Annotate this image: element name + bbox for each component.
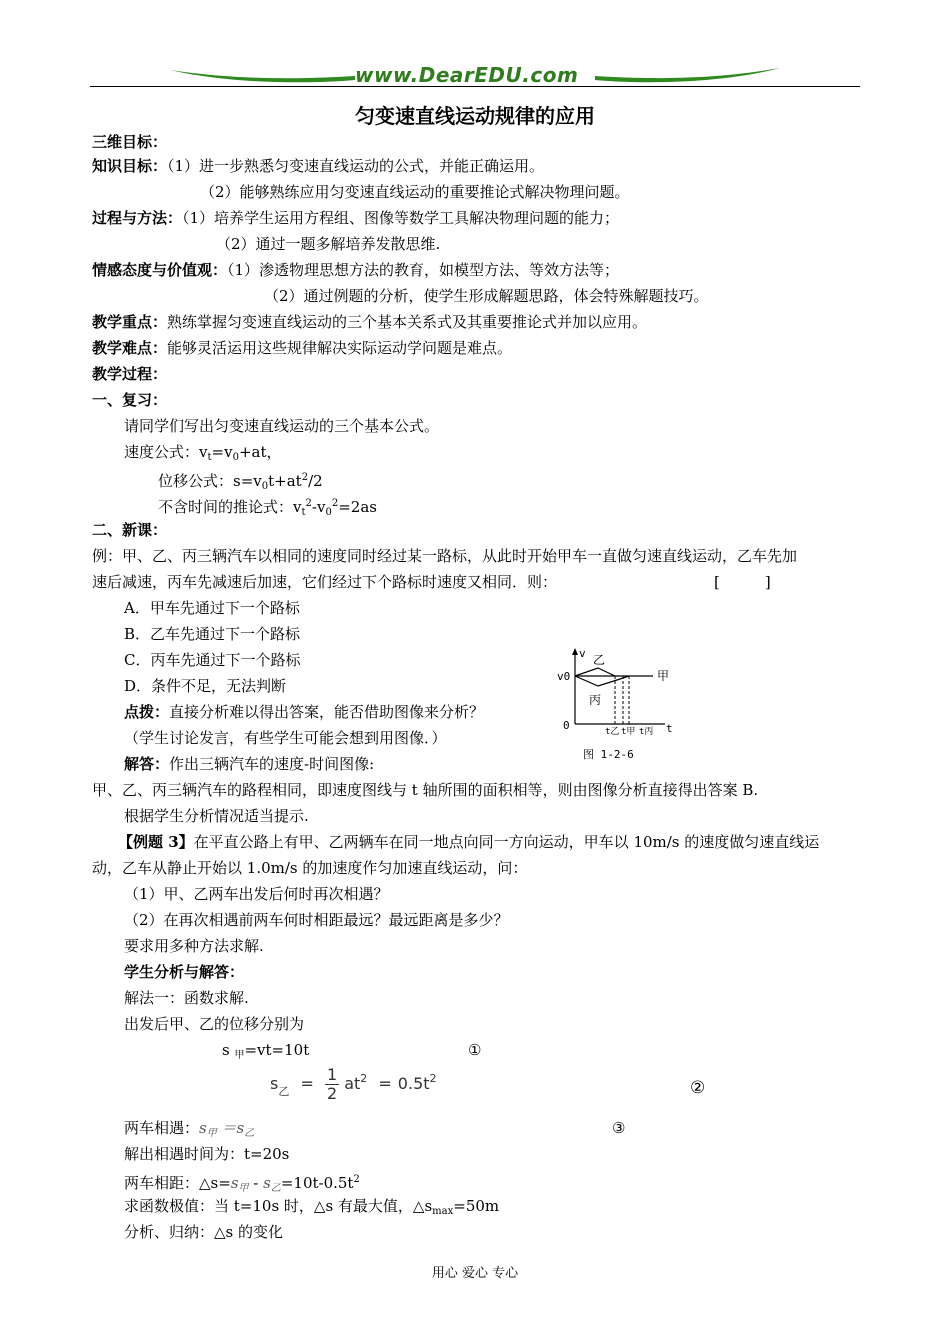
equation-2: $s_乙$ = $\frac{1}{2}$ $at^2 = 0.5t^2$ [270,1065,437,1103]
example3-tag: 【例题 3】 [118,833,194,851]
equation-1-text: =vt=10t [244,1041,310,1059]
v-axis-arrow [572,648,578,655]
guide-text: 根据学生分析情况适当提示. [124,807,309,825]
extreme-text-b: =50m [453,1197,500,1215]
equation-3-number: ③ [612,1119,626,1137]
emotion-label: 情感态度与价值观： [92,261,228,279]
process-heading: 教学过程： [92,365,168,383]
header-rule [90,86,860,87]
option-d: D．条件不足，无法判断 [124,677,287,695]
displacement-intro: 出发后甲、乙的位移分别为 [124,1015,305,1033]
meet-label: 两车相遇： [124,1119,200,1137]
new-lesson-heading: 二、新课： [92,521,168,539]
focus-line [92,312,647,332]
site-url: www.DearEDU.com [355,63,579,87]
yi-label: 乙 [593,653,606,667]
t-bing-label: t丙 [639,727,654,737]
displacement-formula: 位移公式：$s=v_0t+at^2/2$ [158,472,323,492]
meet-time: 解出相遇时间为：t=20s [124,1145,290,1163]
bing-line [575,676,629,686]
question-1: （1）甲、乙两车出发后何时再次相遇？ [124,885,389,903]
answer-label: 解答： [124,755,170,773]
difficulty-label: 教学难点： [92,339,168,357]
extreme-text-a: 求函数极值：当 t=10s 时，△s 有最大值，△s [124,1197,433,1215]
hint-text: 直接分析难以得出答案，能否借助图像来分析？ [169,703,485,721]
equation-2-number: ② [690,1078,706,1098]
extreme-sub: max [432,1206,454,1217]
hint-label: 点拨： [124,703,170,721]
page-title: 匀变速直线运动规律的应用 [355,104,595,128]
focus-label: 教学重点： [92,313,168,331]
difficulty-line [92,338,512,358]
example3-line-2: 动，乙车从静止开始以 1.0m/s 的加速度作匀加速直线运动，问： [92,859,528,877]
jia-label: 甲 [657,669,670,683]
emotion-text-2: （2）通过例题的分析，使学生形成解题思路，体会特殊解题技巧。 [264,287,709,305]
knowledge-label: 知识目标： [92,157,168,175]
process-text-1: （1）培养学生运用方程组、图像等数学工具解决物理问题的能力； [182,209,620,227]
derived-label: 不含时间的推论式： [158,498,294,516]
distance-label: 两车相距：△s= [124,1174,231,1192]
discussion-text: （学生讨论发言，有些学生可能会想到用图像．） [124,729,447,747]
process-line-1 [92,208,619,228]
emotion-line-1 [92,260,619,280]
summary-text: 分析、归纳：△s 的变化 [124,1223,284,1241]
velocity-time-graph [553,646,683,768]
velocity-label: 速度公式： [124,443,200,461]
equation-1: s $_甲$=vt=10t [222,1041,310,1061]
objectives-heading: 三维目标： [92,133,168,151]
example-line-1: 例：甲、乙、丙三辆汽车以相同的速度同时经过某一路标，从此时开始甲车一直做匀速直线运动，乙车先加 [92,547,798,565]
v-axis-label: v [579,647,586,660]
review-prompt: 请同学们写出匀变速直线运动的三个基本公式。 [124,417,440,435]
t-jia-label: t甲 [621,727,636,737]
distance-tail: =10t-0.5t [280,1174,354,1192]
extreme-line [124,1196,499,1222]
option-c: C．丙车先通过下一个路标 [124,651,301,669]
review-heading: 一、复习： [92,391,168,409]
graph-caption: 图 1-2-6 [583,748,634,761]
example3-line-1 [118,832,819,852]
difficulty-text: 能够灵活运用这些规律解决实际运动学问题是难点。 [167,339,513,357]
process-label: 过程与方法： [92,209,183,227]
meet-line: 两车相遇：$s_甲 =s_乙$ [124,1119,255,1139]
derived-formula: 不含时间的推论式：$v_t^2-v_0^2=2as$ [158,498,377,518]
question-2: （2）在再次相遇前两车何时相距最远？最远距离是多少？ [124,911,509,929]
hint-line [124,702,484,722]
velocity-formula: 速度公式：$v_t=v_0+at$， [124,443,282,463]
option-a: A．甲车先通过下一个路标 [124,599,300,617]
method-1: 解法一：函数求解. [124,989,249,1007]
knowledge-text-2: （2）能够熟练应用匀变速直线运动的重要推论式解决物理问题。 [200,183,630,201]
answer-bracket: [ ] [714,573,771,591]
analysis-heading: 学生分析与解答： [124,963,245,981]
example-line-2: 速后减速，丙车先减速后加速，它们经过下个路标时速度又相同．则： [92,573,558,591]
process-text-2: （2）通过一题多解培养发散思维. [216,235,441,253]
t-yi-label: t乙 [605,727,620,737]
footer-text: 用心 爱心 专心 [431,1266,519,1281]
distance-line: 两车相距：$\triangle s=s_甲 - s_乙=10t-0.5t^2$ [124,1174,360,1194]
requirement-text: 要求用多种方法求解. [124,937,264,955]
v0-label: v0 [557,670,571,683]
origin-label: 0 [563,719,570,732]
example3-text-1: 在平直公路上有甲、乙两辆车在同一地点向同一方向运动，甲车以 10m/s 的速度做匀速直线运 [193,833,820,851]
yi-line [575,668,615,676]
knowledge-text-1: （1）进一步熟悉匀变速直线运动的公式，并能正确运用。 [167,157,545,175]
focus-text: 熟练掌握匀变速直线运动的三个基本关系式及其重要推论式并加以应用。 [167,313,648,331]
t-axis-label: t [666,722,673,735]
bing-label: 丙 [589,693,602,707]
option-b: B．乙车先通过下一个路标 [124,625,301,643]
displacement-label: 位移公式： [158,472,234,490]
answer-line [124,754,374,774]
equation-1-number: ① [468,1041,482,1059]
knowledge-line-1 [92,156,544,176]
emotion-text-1: （1）渗透物理思想方法的教育，如模型方法、等效方法等； [227,261,620,279]
answer-text: 作出三辆汽车的速度-时间图像: [169,755,375,773]
answer-text-2: 甲、乙、丙三辆汽车的路程相同，即速度图线与 t 轴所围的面积相等，则由图像分析直接得出答案 B. [92,781,759,799]
